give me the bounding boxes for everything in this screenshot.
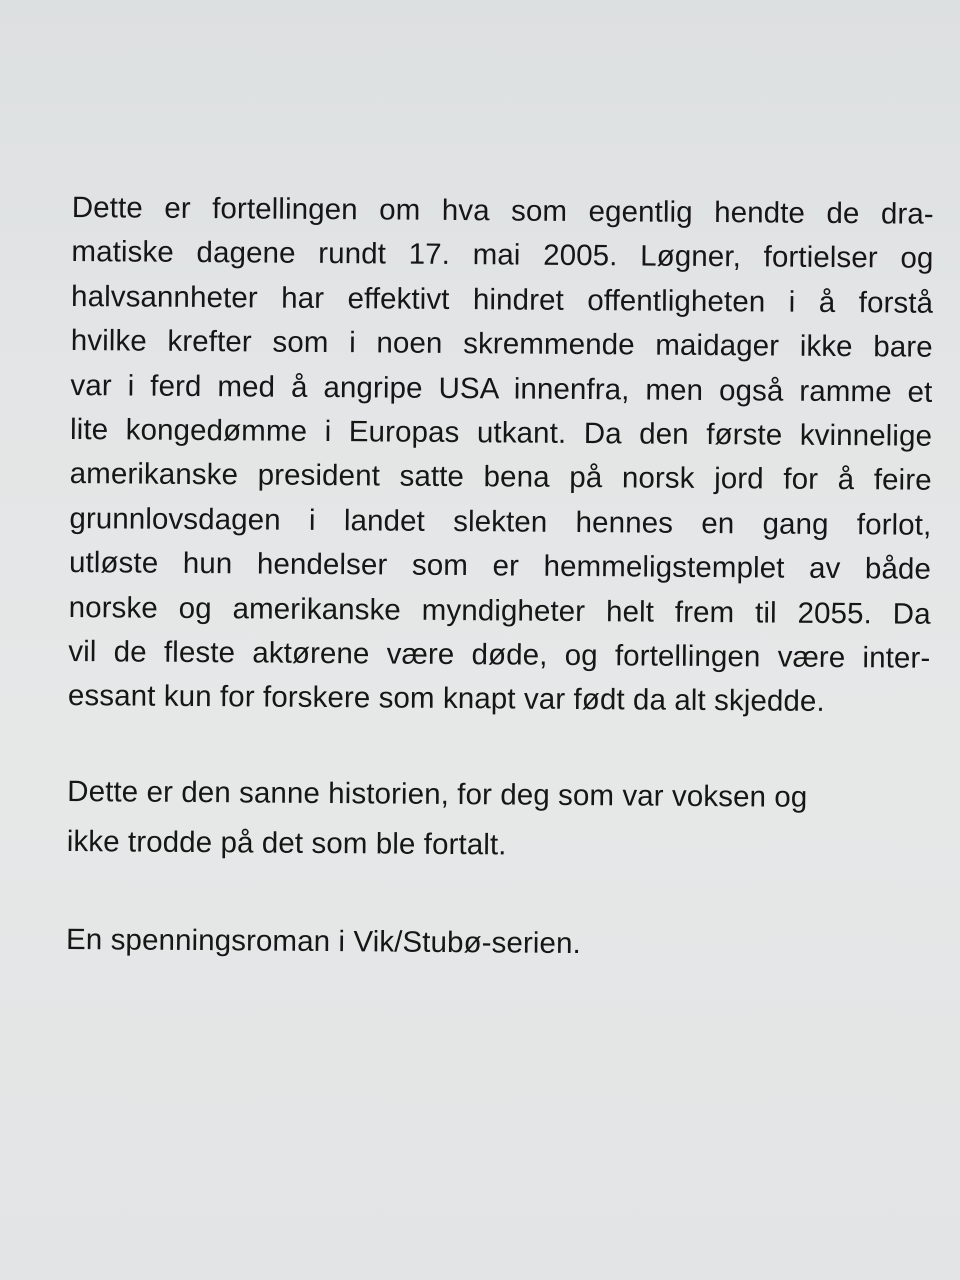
text-line: Dette er fortellingen om hva som egentlig hendte de dra- <box>71 190 934 231</box>
text-line: norske og amerikanske myndigheter helt frem til 2055. Da <box>68 590 931 631</box>
text-line: utløste hun hendelser som er hemmeligstemplet av både <box>68 546 932 587</box>
text-line: Dette er den sanne historien, for deg som var voksen og <box>67 774 808 814</box>
blurb-series-line <box>66 915 928 972</box>
series-tagline: En spenningsroman i Vik/Stubø-serien. <box>65 922 581 960</box>
text-line: matiske dagene rundt 17. mai 2005. Løgner, fortielser og <box>71 235 934 276</box>
text-line: ikke trodde på det som ble fortalt. <box>66 824 507 862</box>
text-line: essant kun for forskere som knapt var født da alt skjedde. <box>67 679 825 719</box>
blurb-text <box>66 186 934 972</box>
text-line: amerikanske president satte bena på norsk jord for å feire <box>69 457 932 498</box>
text-line: grunnlovsdagen i landet slekten hennes en gang forlot, <box>69 501 932 542</box>
text-line: hvilke krefter som i noen skremmende maidager ikke bare <box>70 324 933 364</box>
text-line: lite kongedømme i Europas utkant. Da den første kvinnelige <box>69 413 933 453</box>
text-line: vil de fleste aktørene være døde, og fortellingen være inter- <box>68 635 931 675</box>
text-line: halvsannheter har effektivt hindret offentligheten i å forstå <box>71 279 934 320</box>
blurb-paragraph-story <box>68 186 934 726</box>
blurb-paragraph-truth <box>67 767 930 874</box>
text-line: var i ferd med å angripe USA innenfra, men også ramme et <box>70 368 933 409</box>
